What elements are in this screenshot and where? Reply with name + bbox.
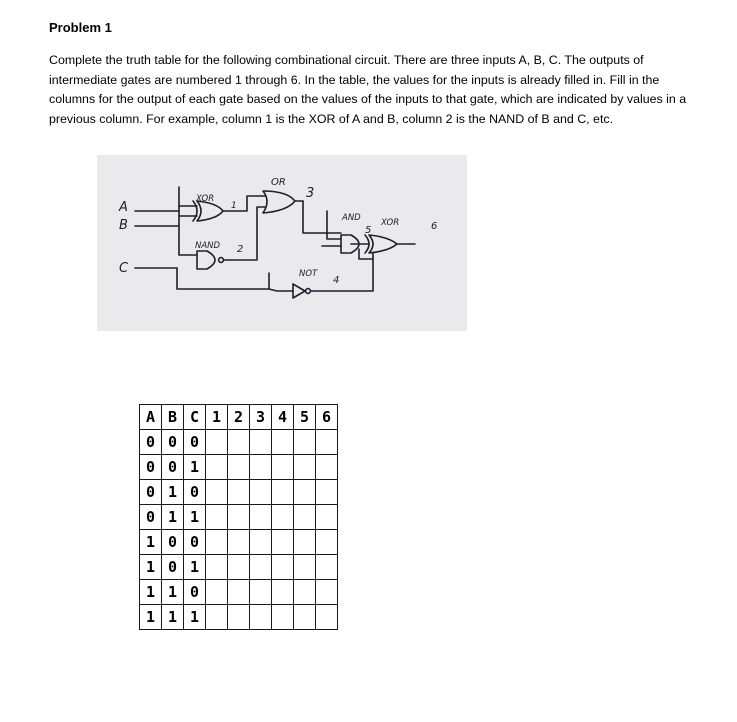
answer-cell[interactable] xyxy=(316,580,338,605)
answer-cell[interactable] xyxy=(206,480,228,505)
answer-cell[interactable] xyxy=(294,505,316,530)
header-2: 2 xyxy=(228,405,250,430)
gate-label-or3: OR xyxy=(271,177,286,188)
table-row xyxy=(140,605,338,630)
circuit-diagram xyxy=(97,155,467,331)
answer-cell[interactable] xyxy=(206,605,228,630)
answer-cell[interactable] xyxy=(272,430,294,455)
xor6-body xyxy=(369,235,397,253)
answer-cell[interactable] xyxy=(250,430,272,455)
answer-cell[interactable] xyxy=(206,505,228,530)
answer-cell[interactable] xyxy=(228,605,250,630)
header-3: 3 xyxy=(250,405,272,430)
answer-cell[interactable] xyxy=(206,430,228,455)
input-cell: 1 xyxy=(162,505,184,530)
answer-cell[interactable] xyxy=(228,555,250,580)
xor1-back-curve xyxy=(193,201,197,221)
table-row xyxy=(140,530,338,555)
answer-cell[interactable] xyxy=(316,530,338,555)
input-cell: 0 xyxy=(162,455,184,480)
input-cell: 1 xyxy=(162,580,184,605)
input-cell: 1 xyxy=(162,480,184,505)
input-cell: 0 xyxy=(184,430,206,455)
answer-cell[interactable] xyxy=(250,580,272,605)
input-cell: 1 xyxy=(162,605,184,630)
answer-cell[interactable] xyxy=(316,605,338,630)
gate-label-xor1: XOR xyxy=(196,194,215,204)
input-cell: 0 xyxy=(162,555,184,580)
answer-cell[interactable] xyxy=(228,505,250,530)
answer-cell[interactable] xyxy=(228,480,250,505)
table-row xyxy=(140,505,338,530)
table-row xyxy=(140,555,338,580)
wire-c-branch xyxy=(177,268,269,289)
header-5: 5 xyxy=(294,405,316,430)
input-cell: 0 xyxy=(162,430,184,455)
answer-cell[interactable] xyxy=(250,555,272,580)
answer-cell[interactable] xyxy=(272,505,294,530)
answer-cell[interactable] xyxy=(272,580,294,605)
answer-cell[interactable] xyxy=(206,580,228,605)
header-b: B xyxy=(162,405,184,430)
header-4: 4 xyxy=(272,405,294,430)
gate-label-xor6: XOR xyxy=(381,218,400,228)
answer-cell[interactable] xyxy=(228,430,250,455)
input-label-a: A xyxy=(119,200,128,215)
table-row xyxy=(140,430,338,455)
answer-cell[interactable] xyxy=(272,605,294,630)
answer-cell[interactable] xyxy=(294,480,316,505)
input-cell: 1 xyxy=(140,555,162,580)
not4-body xyxy=(293,284,305,298)
input-cell: 0 xyxy=(184,480,206,505)
answer-cell[interactable] xyxy=(206,530,228,555)
wire-1 xyxy=(223,196,265,211)
wire-4 xyxy=(311,259,373,291)
wire-3 xyxy=(295,201,341,233)
answer-cell[interactable] xyxy=(316,555,338,580)
answer-cell[interactable] xyxy=(228,455,250,480)
wire-2 xyxy=(224,207,265,260)
answer-cell[interactable] xyxy=(272,530,294,555)
nand2-body xyxy=(197,251,215,269)
nand2-bubble xyxy=(219,258,224,263)
input-cell: 0 xyxy=(184,580,206,605)
input-cell: 0 xyxy=(140,430,162,455)
gate-number-4: 4 xyxy=(333,275,340,286)
answer-cell[interactable] xyxy=(316,480,338,505)
input-cell: 1 xyxy=(184,605,206,630)
answer-cell[interactable] xyxy=(316,455,338,480)
table-row xyxy=(140,480,338,505)
input-cell: 1 xyxy=(184,455,206,480)
header-6: 6 xyxy=(316,405,338,430)
gate-label-not4: NOT xyxy=(299,269,318,279)
answer-cell[interactable] xyxy=(294,580,316,605)
answer-cell[interactable] xyxy=(272,555,294,580)
input-cell: 1 xyxy=(140,580,162,605)
gate-label-and5: AND xyxy=(342,213,361,223)
not4-bubble xyxy=(306,289,311,294)
answer-cell[interactable] xyxy=(206,555,228,580)
header-1: 1 xyxy=(206,405,228,430)
input-cell: 1 xyxy=(184,555,206,580)
header-c: C xyxy=(184,405,206,430)
input-label-c: C xyxy=(119,261,129,276)
input-cell: 1 xyxy=(140,530,162,555)
answer-cell[interactable] xyxy=(272,455,294,480)
gate-number-5: 5 xyxy=(365,225,372,236)
answer-cell[interactable] xyxy=(206,455,228,480)
input-cell: 1 xyxy=(184,505,206,530)
truth-table xyxy=(139,404,338,630)
gate-number-6: 6 xyxy=(431,221,438,232)
answer-cell[interactable] xyxy=(294,555,316,580)
answer-cell[interactable] xyxy=(316,430,338,455)
answer-cell[interactable] xyxy=(250,605,272,630)
input-cell: 0 xyxy=(140,480,162,505)
answer-cell[interactable] xyxy=(250,505,272,530)
input-cell: 0 xyxy=(162,530,184,555)
table-row xyxy=(140,580,338,605)
answer-cell[interactable] xyxy=(294,430,316,455)
gate-number-1: 1 xyxy=(231,201,237,211)
input-cell: 1 xyxy=(140,605,162,630)
answer-cell[interactable] xyxy=(228,580,250,605)
answer-cell[interactable] xyxy=(250,480,272,505)
or3-body xyxy=(263,191,295,213)
input-cell: 0 xyxy=(184,530,206,555)
input-cell: 0 xyxy=(140,455,162,480)
table-row xyxy=(140,455,338,480)
input-label-b: B xyxy=(119,218,128,233)
truth-table-header-row xyxy=(140,405,338,430)
problem-title: Problem 1 xyxy=(49,20,112,35)
xor1-body xyxy=(197,201,223,221)
answer-cell[interactable] xyxy=(272,480,294,505)
answer-cell[interactable] xyxy=(250,530,272,555)
gate-number-2: 2 xyxy=(237,244,244,255)
answer-cell[interactable] xyxy=(250,455,272,480)
answer-cell[interactable] xyxy=(228,530,250,555)
problem-description: Complete the truth table for the following combinational circuit. There are three inputs A, B, C. The outputs of intermediate gates are numbered 1 through 6. In the table, the values for the inputs is already filled in. Fill in the columns for the output of each gate based on the values of the inputs to that gate, which are indicated by values in a previous column. For example, column 1 is the XOR of A and B, column 2 is the NAND of B and C, etc. xyxy=(49,53,687,126)
answer-cell[interactable] xyxy=(294,605,316,630)
input-cell: 0 xyxy=(140,505,162,530)
answer-cell[interactable] xyxy=(294,530,316,555)
circuit-drawing xyxy=(97,155,467,331)
gate-number-3: 3 xyxy=(306,186,315,201)
gate-label-nand2: NAND xyxy=(195,241,221,251)
answer-cell[interactable] xyxy=(316,505,338,530)
header-a: A xyxy=(140,405,162,430)
answer-cell[interactable] xyxy=(294,455,316,480)
